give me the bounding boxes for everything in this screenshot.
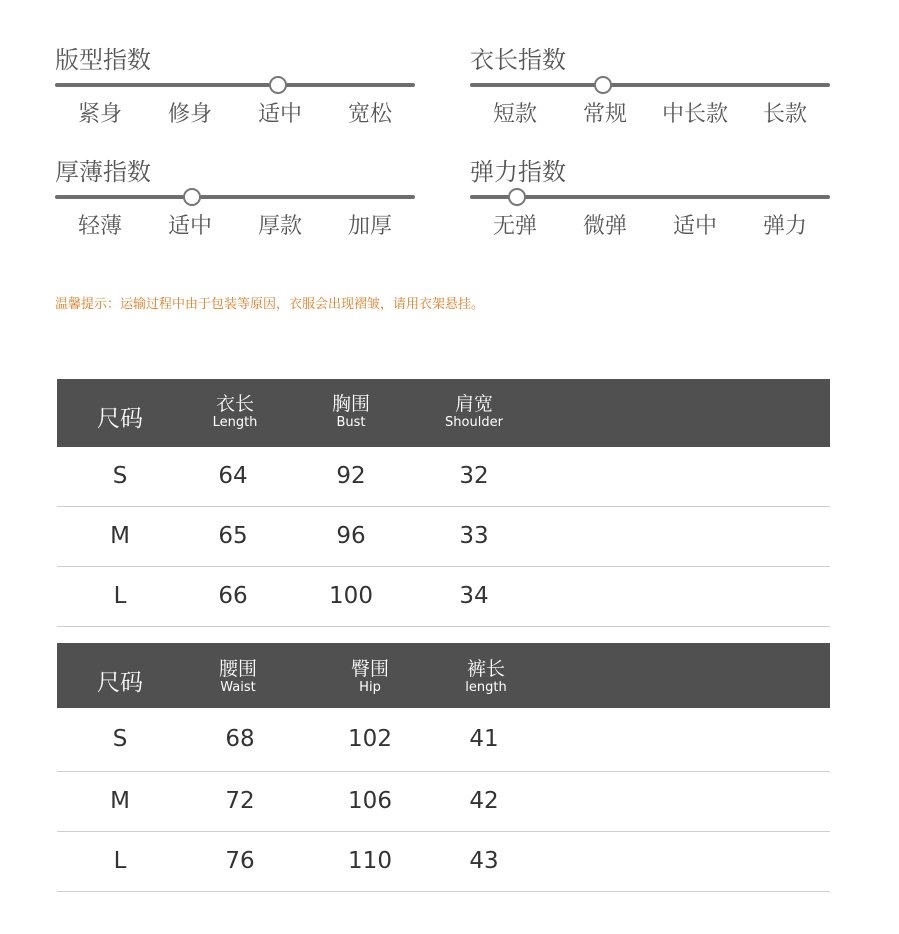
fit-label-regular: 适中	[257, 102, 302, 127]
table-row	[57, 447, 830, 507]
hip-header-cn: 臀围	[350, 658, 390, 680]
waist-cell: 72	[225, 788, 255, 814]
length-index-labels	[470, 100, 830, 130]
thickness-label-medium: 适中	[167, 214, 212, 239]
bust-header	[332, 393, 370, 431]
size-cell: L	[113, 583, 127, 609]
thickness-index-track	[55, 195, 415, 199]
length-header-cn: 衣长	[215, 393, 254, 415]
bust-cell: 100	[329, 583, 373, 609]
elasticity-index-title: 弹力指数	[470, 158, 566, 186]
size-cell: M	[110, 523, 130, 549]
fit-label-slim: 修身	[167, 102, 212, 127]
shoulder-cell: 33	[459, 523, 489, 549]
size-cell: L	[113, 848, 127, 874]
fit-index-title: 版型指数	[55, 46, 151, 74]
elasticity-label-slight: 微弹	[582, 214, 627, 239]
size-table-top	[57, 379, 830, 627]
pants-length-header-en: length	[465, 680, 507, 695]
table-row	[57, 567, 830, 627]
length-header-en: Length	[212, 415, 258, 430]
table-row	[57, 708, 830, 772]
waist-header-en: Waist	[220, 680, 256, 695]
elasticity-index-labels	[470, 212, 830, 242]
table-row	[57, 832, 830, 892]
thickness-label-thin: 轻薄	[77, 214, 122, 239]
fit-index-knob	[269, 76, 287, 94]
length-header	[213, 393, 258, 431]
elasticity-label-medium: 适中	[672, 214, 717, 239]
size-cell: S	[112, 463, 128, 489]
length-label-midlong: 中长款	[661, 102, 728, 127]
hip-header	[351, 658, 389, 696]
elasticity-index-knob	[508, 188, 526, 206]
size-table-bottom	[57, 643, 830, 892]
pants-length-header-cn: 裤长	[466, 658, 505, 680]
waist-cell: 68	[225, 726, 255, 752]
waist-cell: 76	[225, 848, 255, 874]
fit-index-track	[55, 83, 415, 87]
pants-length-cell: 41	[469, 726, 499, 752]
size-cell: S	[112, 726, 128, 752]
size-header: 尺码	[97, 670, 143, 696]
hip-cell: 110	[348, 848, 392, 874]
shoulder-cell: 32	[459, 463, 489, 489]
thickness-index-labels	[55, 212, 415, 242]
thickness-index-title: 厚薄指数	[55, 158, 151, 186]
elasticity-label-stretch: 弹力	[762, 214, 807, 239]
bust-header-en: Bust	[336, 415, 366, 430]
length-cell: 64	[218, 463, 248, 489]
length-cell: 65	[218, 523, 248, 549]
table-header	[57, 379, 830, 447]
pants-length-header	[465, 658, 506, 696]
thickness-label-extra-thick: 加厚	[347, 214, 392, 239]
length-index-knob	[594, 76, 612, 94]
size-header: 尺码	[97, 406, 143, 432]
fit-index-labels	[55, 100, 415, 130]
bust-cell: 96	[336, 523, 366, 549]
bust-header-cn: 胸围	[331, 393, 371, 415]
pants-length-cell: 42	[469, 788, 499, 814]
shoulder-header-en: Shoulder	[445, 415, 503, 430]
table-row	[57, 772, 830, 832]
length-label-short: 短款	[492, 102, 537, 127]
size-cell: M	[110, 788, 130, 814]
thickness-label-thick: 厚款	[257, 214, 302, 239]
fit-label-loose: 宽松	[347, 102, 392, 127]
pants-length-cell: 43	[469, 848, 499, 874]
table-row	[57, 507, 830, 567]
care-notice: 温馨提示：运输过程中由于包装等原因，衣服会出现褶皱，请用衣架悬挂。	[55, 297, 485, 312]
table-header	[57, 643, 830, 708]
length-index-track	[470, 83, 830, 87]
length-label-long: 长款	[762, 102, 807, 127]
thickness-index-knob	[183, 188, 201, 206]
fit-label-tight: 紧身	[77, 102, 122, 127]
hip-header-en: Hip	[359, 680, 381, 695]
hip-cell: 106	[348, 788, 392, 814]
length-index-title: 衣长指数	[470, 46, 566, 74]
waist-header	[219, 658, 257, 696]
length-cell: 66	[218, 583, 248, 609]
waist-header-cn: 腰围	[218, 658, 258, 680]
length-label-regular: 常规	[582, 102, 627, 127]
hip-cell: 102	[348, 726, 392, 752]
shoulder-header	[445, 393, 503, 431]
shoulder-header-cn: 肩宽	[454, 393, 494, 415]
shoulder-cell: 34	[459, 583, 489, 609]
elasticity-label-none: 无弹	[492, 214, 537, 239]
bust-cell: 92	[336, 463, 366, 489]
